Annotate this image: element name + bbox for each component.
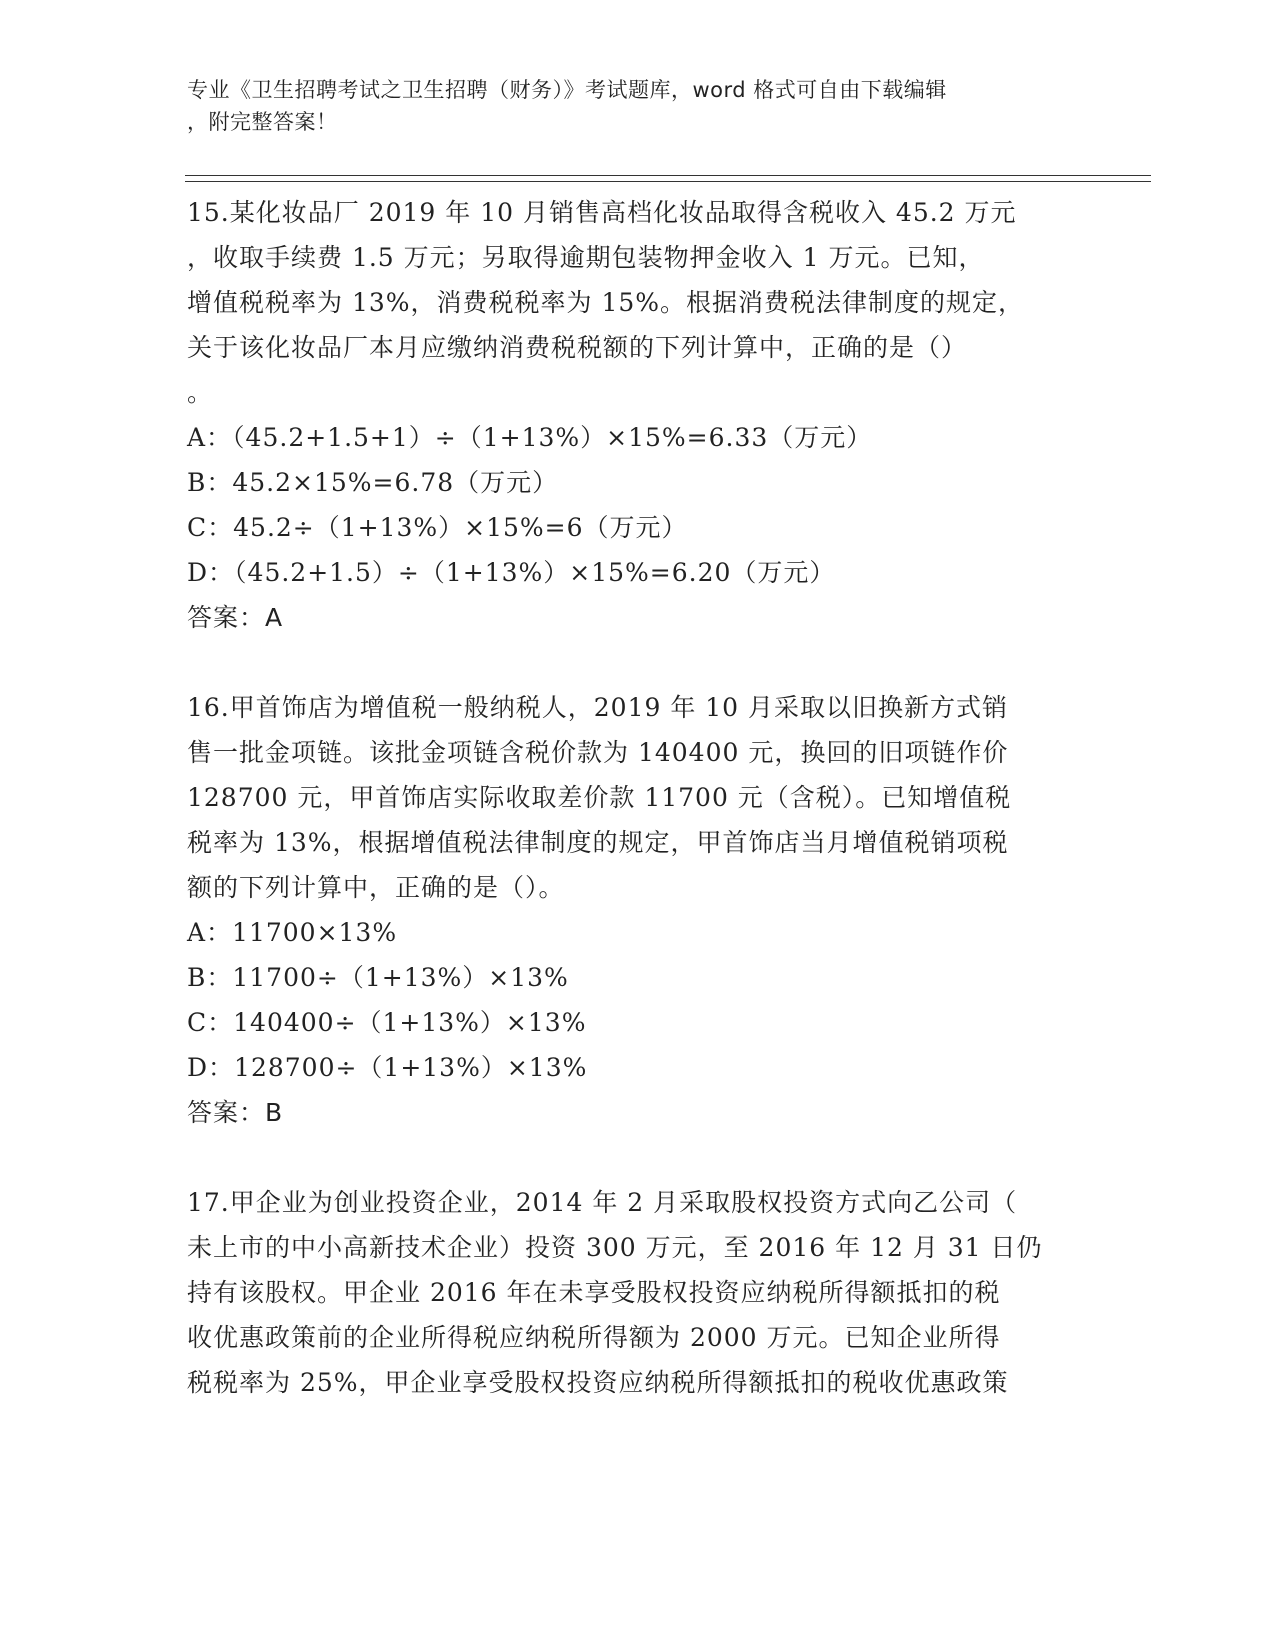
option-b: B：11700÷（1+13%）×13%	[187, 963, 569, 992]
question-text-line: 售一批金项链。该批金项链含税价款为 140400 元，换回的旧项链作价	[187, 738, 1009, 767]
question-text-line: 128700 元，甲首饰店实际收取差价款 11700 元（含税）。已知增值税	[187, 783, 1012, 812]
question-text-line: 税率为 13%，根据增值税法律制度的规定，甲首饰店当月增值税销项税	[187, 828, 1009, 857]
header-line: 专业《卫生招聘考试之卫生招聘（财务）》考试题库，word 格式可自由下载编辑	[187, 78, 947, 102]
question-text-line: 额的下列计算中，正确的是（）。	[187, 873, 565, 902]
option-d: D：（45.2+1.5）÷（1+13%）×15%=6.20（万元）	[187, 558, 836, 587]
question-text-line: 增值税税率为 13%，消费税税率为 15%。根据消费税法律制度的规定，	[187, 288, 1025, 317]
option-c: C：45.2÷（1+13%）×15%=6（万元）	[187, 513, 688, 542]
option-a: A：11700×13%	[187, 918, 398, 947]
question-16	[187, 685, 1087, 1090]
option-c: C：140400÷（1+13%）×13%	[187, 1008, 587, 1037]
question-text-line: ，收取手续费 1.5 万元；另取得逾期包装物押金收入 1 万元。已知，	[187, 243, 985, 272]
answer-16: 答案：B	[187, 1098, 284, 1127]
question-15	[187, 190, 1087, 595]
header-rule	[185, 181, 1151, 182]
question-text-line: 17.甲企业为创业投资企业，2014 年 2 月采取股权投资方式向乙公司（	[187, 1188, 1018, 1217]
answer-15: 答案：A	[187, 603, 284, 632]
question-spacer	[187, 640, 1087, 685]
question-text-line: 未上市的中小高新技术企业）投资 300 万元，至 2016 年 12 月 31 日仍	[187, 1233, 1043, 1262]
question-text-line: 税税率为 25%，甲企业享受股权投资应纳税所得额抵扣的税收优惠政策	[187, 1368, 1009, 1397]
question-spacer	[187, 1135, 1087, 1180]
question-text-line: 16.甲首饰店为增值税一般纳税人，2019 年 10 月采取以旧换新方式销	[187, 693, 1009, 722]
header-rule	[185, 175, 1151, 176]
question-17	[187, 1180, 1087, 1405]
option-b: B：45.2×15%=6.78（万元）	[187, 468, 559, 497]
question-text-line: 持有该股权。甲企业 2016 年在未享受股权投资应纳税所得额抵扣的税	[187, 1278, 1001, 1307]
option-d: D：128700÷（1+13%）×13%	[187, 1053, 588, 1082]
question-text-line: 15.某化妆品厂 2019 年 10 月销售高档化妆品取得含税收入 45.2 万元	[187, 198, 1017, 227]
option-a: A：（45.2+1.5+1）÷（1+13%）×15%=6.33（万元）	[187, 423, 873, 452]
question-text-line: 关于该化妆品厂本月应缴纳消费税税额的下列计算中，正确的是（）	[187, 333, 968, 362]
question-text-line: 。	[187, 378, 214, 407]
question-list	[187, 190, 1087, 1405]
document-header	[187, 74, 1067, 138]
header-line: ，附完整答案！	[187, 110, 338, 134]
question-text-line: 收优惠政策前的企业所得税应纳税所得额为 2000 万元。已知企业所得	[187, 1323, 1001, 1352]
